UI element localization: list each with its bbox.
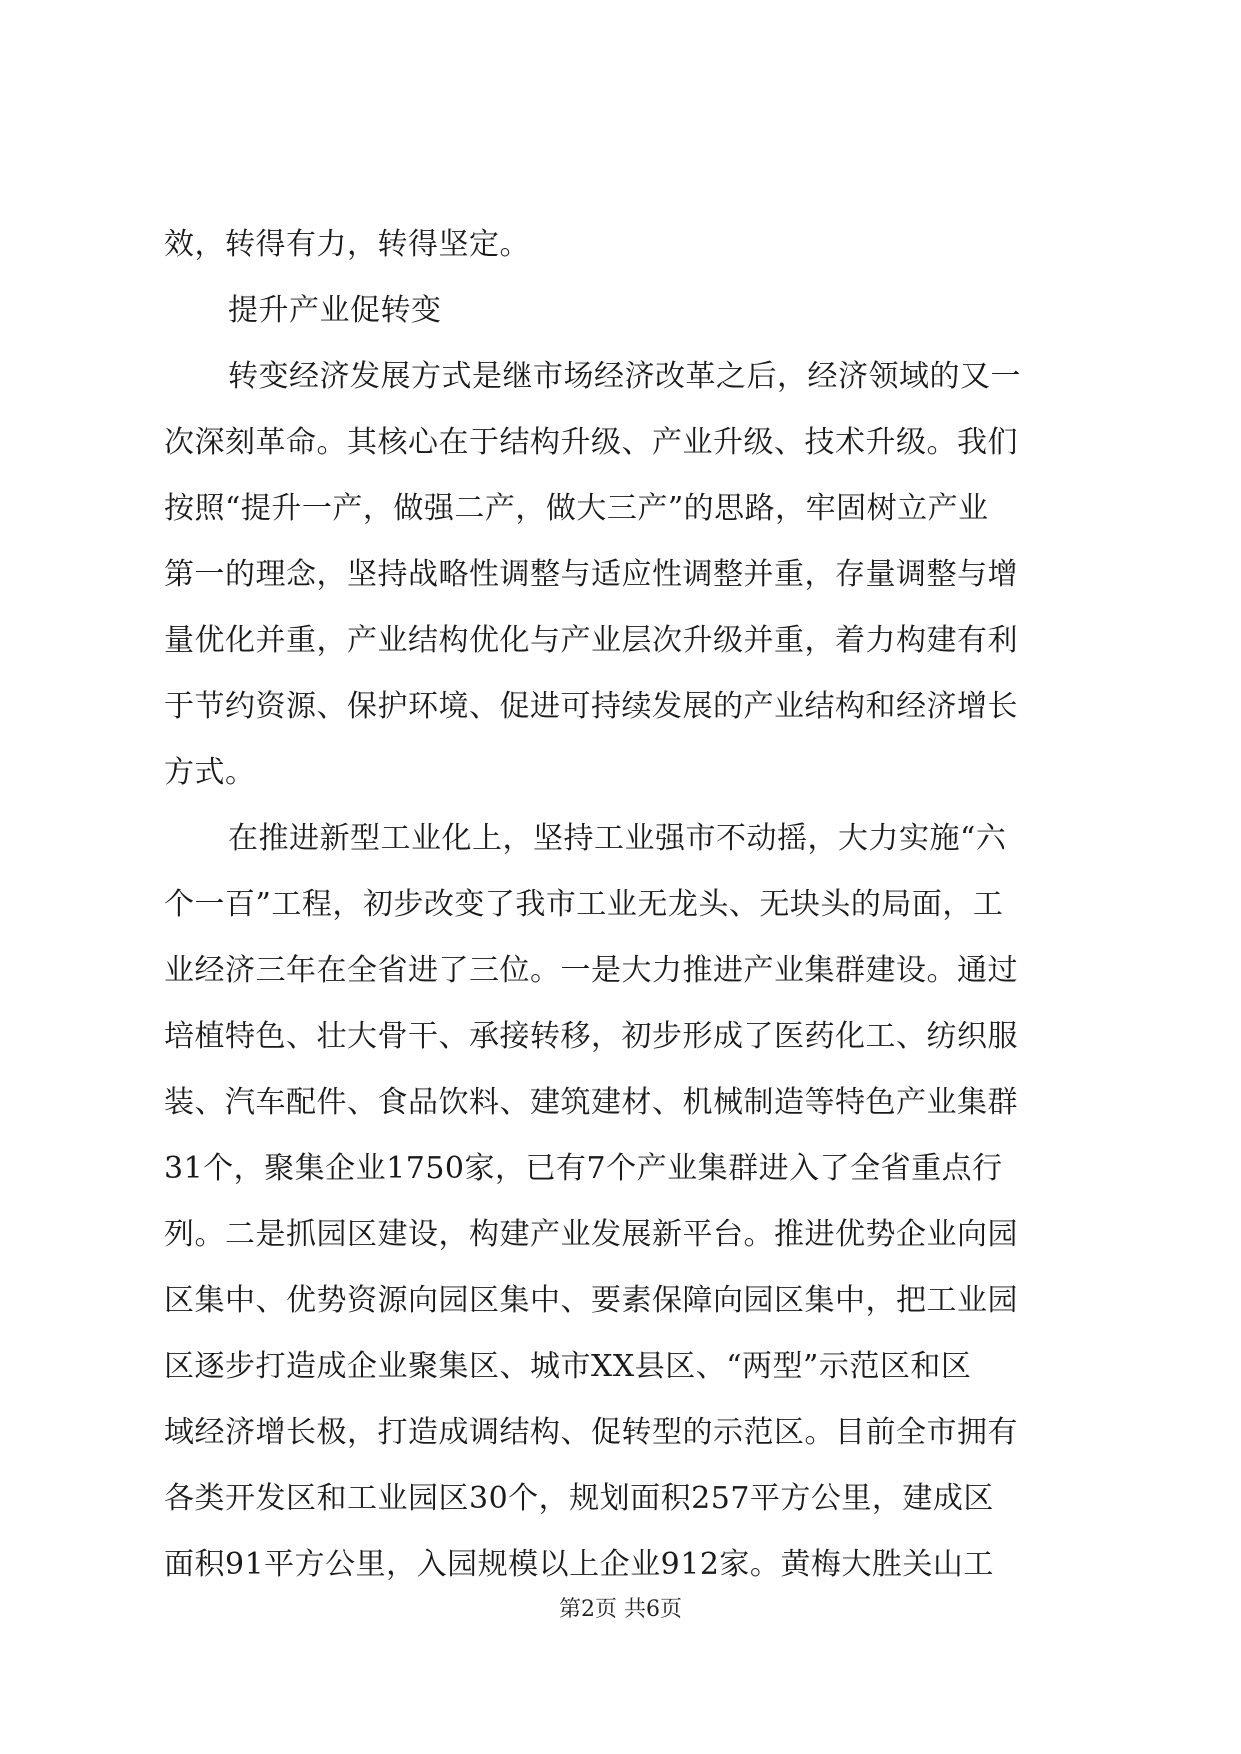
paragraph-line: 次深刻革命。其核心在于结构升级、产业升级、技术升级。我们	[164, 425, 1018, 460]
paragraph-line: 量优化并重，产业结构优化与产业层次升级并重，着力构建有利	[164, 623, 1018, 658]
paragraph-line: 在推进新型工业化上，坚持工业强市不动摇，大力实施“六	[228, 821, 1007, 856]
paragraph-line: 业经济三年在全省进了三位。一是大力推进产业集群建设。通过	[164, 953, 1018, 988]
paragraph-line: 装、汽车配件、食品饮料、建筑建材、机械制造等特色产业集群	[164, 1085, 1018, 1120]
paragraph-line: 面积91平方公里，入园规模以上企业912家。黄梅大胜关山工	[164, 1547, 994, 1582]
paragraph-line: 列。二是抓园区建设，构建产业发展新平台。推进优势企业向园	[164, 1217, 1018, 1252]
paragraph-line: 区集中、优势资源向园区集中、要素保障向园区集中，把工业园	[164, 1283, 1018, 1318]
document-body	[164, 212, 1076, 1598]
paragraph-line: 方式。	[164, 755, 256, 790]
paragraph-line: 于节约资源、保护环境、促进可持续发展的产业结构和经济增长	[164, 689, 1018, 724]
paragraph-line: 个一百”工程，初步改变了我市工业无龙头、无块头的局面，工	[164, 887, 1004, 922]
paragraph-line: 31个，聚集企业1750家，已有7个产业集群进入了全省重点行	[164, 1151, 1003, 1186]
section-heading: 提升产业促转变	[228, 293, 442, 328]
paragraph-line: 区逐步打造成企业聚集区、城市XX县区、“两型”示范区和区	[164, 1349, 972, 1384]
page-number-footer: 第2页 共6页	[559, 1597, 682, 1622]
paragraph-line: 效，转得有力，转得坚定。	[164, 227, 530, 262]
paragraph-line: 第一的理念，坚持战略性调整与适应性调整并重，存量调整与增	[164, 557, 1018, 592]
paragraph-line: 按照“提升一产，做强二产，做大三产”的思路，牢固树立产业	[164, 491, 989, 526]
paragraph-line: 培植特色、壮大骨干、承接转移，初步形成了医药化工、纺织服	[164, 1019, 1018, 1054]
paragraph-line: 域经济增长极，打造成调结构、促转型的示范区。目前全市拥有	[164, 1415, 1018, 1450]
paragraph-line: 各类开发区和工业园区30个，规划面积257平方公里，建成区	[164, 1481, 994, 1516]
paragraph-line: 转变经济发展方式是继市场经济改革之后，经济领域的又一	[228, 359, 1021, 394]
